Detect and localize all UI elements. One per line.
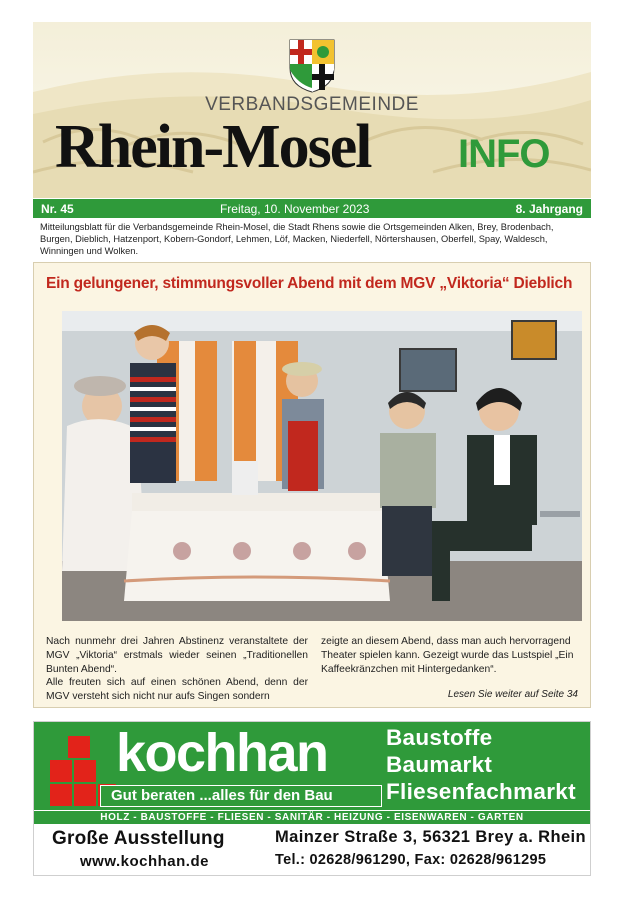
- service-item: Fliesenfachmarkt: [386, 779, 576, 804]
- article-photo: [62, 311, 582, 621]
- article-paragraph: zeigte an diesem Abend, dass man auch hervorragend Theater spielen kann. Gezeigt wurde das Lustspiel „Ein Kaffeekränzchen mit Hintergedanken“.: [321, 636, 574, 675]
- service-list: [386, 724, 576, 805]
- continue-link[interactable]: Lesen Sie weiter auf Seite 34: [447, 689, 578, 700]
- article-paragraph: Nach nunmehr drei Jahren Abstinenz veranstaltete der MGV „Viktoria“ erstmals wieder seinen „Traditionellen Bunten Abend“.: [46, 636, 308, 675]
- lead-article: [33, 262, 591, 708]
- issue-bar: [33, 199, 591, 218]
- service-item: Baumarkt: [386, 752, 493, 777]
- issue-date: Freitag, 10. November 2023: [219, 201, 370, 216]
- coat-of-arms-icon: [288, 38, 336, 94]
- address: Mainzer Straße 3, 56321 Brey a. Rhein: [275, 828, 587, 846]
- service-item: Baustoffe: [386, 725, 493, 750]
- article-column-2: [321, 635, 583, 676]
- publication-title-accent: INFO: [458, 132, 550, 176]
- issue-year: 8. Jahrgang: [515, 201, 583, 216]
- publication-description: Mitteilungsblatt für die Verbandsgemeinde Rhein-Mosel, die Stadt Rhens sowie die Ortsgemeinden Alken, Brey, Brodenbach, Burgen, Dieblich, Hatzenport, Kobern-Gondorf, Lehmen, Löf, Macken, Niederfell, Nörtershausen, Oberfell, Spay, Waldesch, Winningen und Wolken.: [40, 222, 554, 256]
- issue-number: Nr. 45: [41, 201, 74, 216]
- publication-title: Rhein-Mosel: [55, 113, 371, 181]
- exhibition-label: Große Ausstellung: [52, 828, 225, 849]
- website-link[interactable]: www.kochhan.de: [80, 853, 209, 870]
- brand-name: kochhan: [116, 723, 328, 783]
- publication-supertitle: VERBANDSGEMEINDE: [205, 94, 419, 115]
- masthead: [33, 22, 591, 198]
- brand-slogan: Gut beraten ...alles für den Bau: [100, 785, 382, 807]
- article-column-1: [46, 635, 308, 704]
- advertisement-kochhan[interactable]: [33, 721, 591, 876]
- ad-banner: [34, 722, 590, 810]
- article-paragraph: Alle freuten sich auf einen schönen Abend, denn der MGV versteht sich nicht nur aufs Singen sondern: [46, 677, 308, 703]
- article-headline: Ein gelungener, stimmungsvoller Abend mit dem MGV „Viktoria“ Dieblich: [46, 275, 573, 292]
- product-categories: HOLZ - BAUSTOFFE - FLIESEN - SANITÄR - HEIZUNG - EISENWAREN - GARTEN: [34, 810, 590, 824]
- contact-numbers: Tel.: 02628/961290, Fax: 02628/961295: [275, 852, 547, 868]
